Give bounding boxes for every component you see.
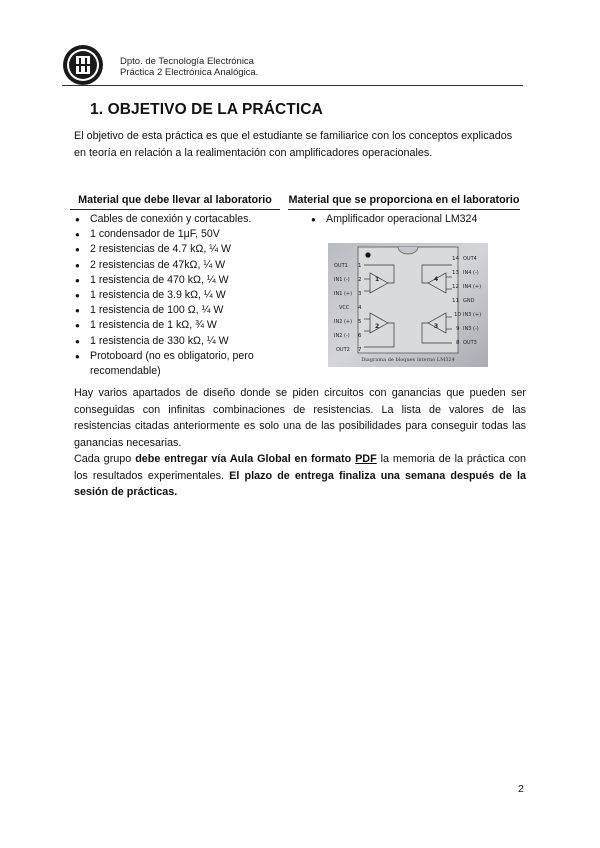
amp-label: 1 — [375, 276, 380, 283]
pin-label: IN3 (+) — [463, 312, 482, 318]
pin-label: OUT1 — [334, 263, 348, 269]
section-number: 1. — [90, 101, 104, 118]
pin-number: 8 — [456, 340, 460, 346]
list-item: ● Protoboard (no es obligatorio, pero recomendable) — [70, 349, 280, 379]
section-title — [90, 101, 323, 119]
list-item: ● 1 resistencia de 3.9 kΩ, ¼ W — [70, 288, 280, 303]
header-course: Práctica 2 Electrónica Analógica. — [120, 67, 259, 78]
list-item: ● 1 resistencia de 330 kΩ, ¼ W — [70, 334, 280, 349]
pin-number: 3 — [358, 291, 362, 297]
lab-materials-list — [306, 212, 520, 227]
pin-number: 13 — [452, 270, 459, 276]
page-number: 2 — [518, 783, 524, 795]
pin-label: OUT2 — [336, 347, 350, 353]
section-title-text: OBJETIVO DE LA PRÁCTICA — [107, 101, 323, 118]
lab-materials-heading: Material que se proporciona en el laboratorio — [288, 193, 520, 210]
design-paragraph: Hay varios apartados de diseño donde se piden circuitos con ganancias que pueden ser conseguidas con infinitas combinaciones de resistencias. La lista de valores de las resistencias citadas anteriormente es solo una de las posibilidades para conseguir todas las ganancias necesarias. — [74, 387, 526, 449]
pin-number: 4 — [358, 305, 362, 311]
delivery-paragraph — [74, 451, 526, 501]
pin-label: OUT3 — [463, 340, 477, 346]
header-department: Dpto. de Tecnología Electrónica — [120, 56, 254, 67]
delivery-deadline: El plazo de entrega finaliza una semana después de la sesión de prácticas. — [74, 469, 526, 498]
pin-number: 1 — [358, 263, 362, 269]
pin-label: OUT4 — [463, 256, 477, 262]
pdf-format-label: PDF — [355, 453, 377, 465]
pin-label: IN4 (-) — [463, 270, 479, 276]
amp-label: 2 — [375, 323, 380, 330]
header-divider — [62, 85, 523, 86]
pin-label: VCC — [339, 305, 350, 311]
students-materials-heading: Material que debe llevar al laboratorio — [70, 193, 280, 210]
page-header — [120, 56, 258, 78]
list-item: ● 1 resistencia de 1 kΩ, ¾ W — [70, 318, 280, 333]
pin-label: IN1 (+) — [334, 291, 353, 297]
pin-number: 10 — [454, 312, 461, 318]
pin-label: IN2 (-) — [334, 333, 350, 339]
list-item: ● 2 resistencias de 4.7 kΩ, ¼ W — [70, 242, 280, 257]
university-logo — [62, 44, 104, 86]
pin-label: IN2 (+) — [334, 319, 353, 325]
pin-label: GND — [463, 298, 475, 304]
lm324-pinout-photo — [328, 243, 488, 367]
list-item: ● 1 resistencia de 470 kΩ, ¼ W — [70, 273, 280, 288]
list-item: ● Cables de conexión y cortacables. — [70, 212, 280, 227]
pin-number: 14 — [452, 256, 459, 262]
list-item: ● 1 resistencia de 100 Ω, ¼ W — [70, 303, 280, 318]
pin-label: IN1 (-) — [334, 277, 350, 283]
pin-number: 5 — [358, 319, 362, 325]
delivery-text-2: la memoria de la práctica con los resultados experimentales. — [74, 453, 526, 482]
pin-number: 7 — [358, 347, 362, 353]
lab-materials-column — [288, 193, 520, 227]
delivery-bold-1: debe entregar vía Aula Global en formato — [135, 453, 356, 465]
list-item: ● 1 condensador de 1μF, 50V — [70, 227, 280, 242]
intro-paragraph: El objetivo de esta práctica es que el estudiante se familiarice con los conceptos explicados en teoría en relación a la realimentación con amplificadores operacionales. — [74, 130, 513, 159]
students-materials-list — [70, 212, 280, 379]
pin-number: 2 — [358, 277, 362, 283]
list-item: ● Amplificador operacional LM324 — [306, 212, 520, 227]
pin-number: 12 — [452, 284, 459, 290]
amp-label: 3 — [434, 323, 439, 330]
photo-caption: Diagrama de bloques interno LM324 — [361, 357, 455, 363]
pin-number: 11 — [452, 298, 459, 304]
amp-label: 4 — [434, 276, 439, 283]
pin-number: 6 — [358, 333, 362, 339]
pin-number: 9 — [456, 326, 460, 332]
pin-label: IN4 (+) — [463, 284, 482, 290]
list-item: ● 2 resistencias de 47kΩ, ¼ W — [70, 258, 280, 273]
pin-label: IN3 (-) — [463, 326, 479, 332]
delivery-text-1: Cada grupo — [74, 453, 136, 465]
students-materials-column — [70, 193, 280, 379]
